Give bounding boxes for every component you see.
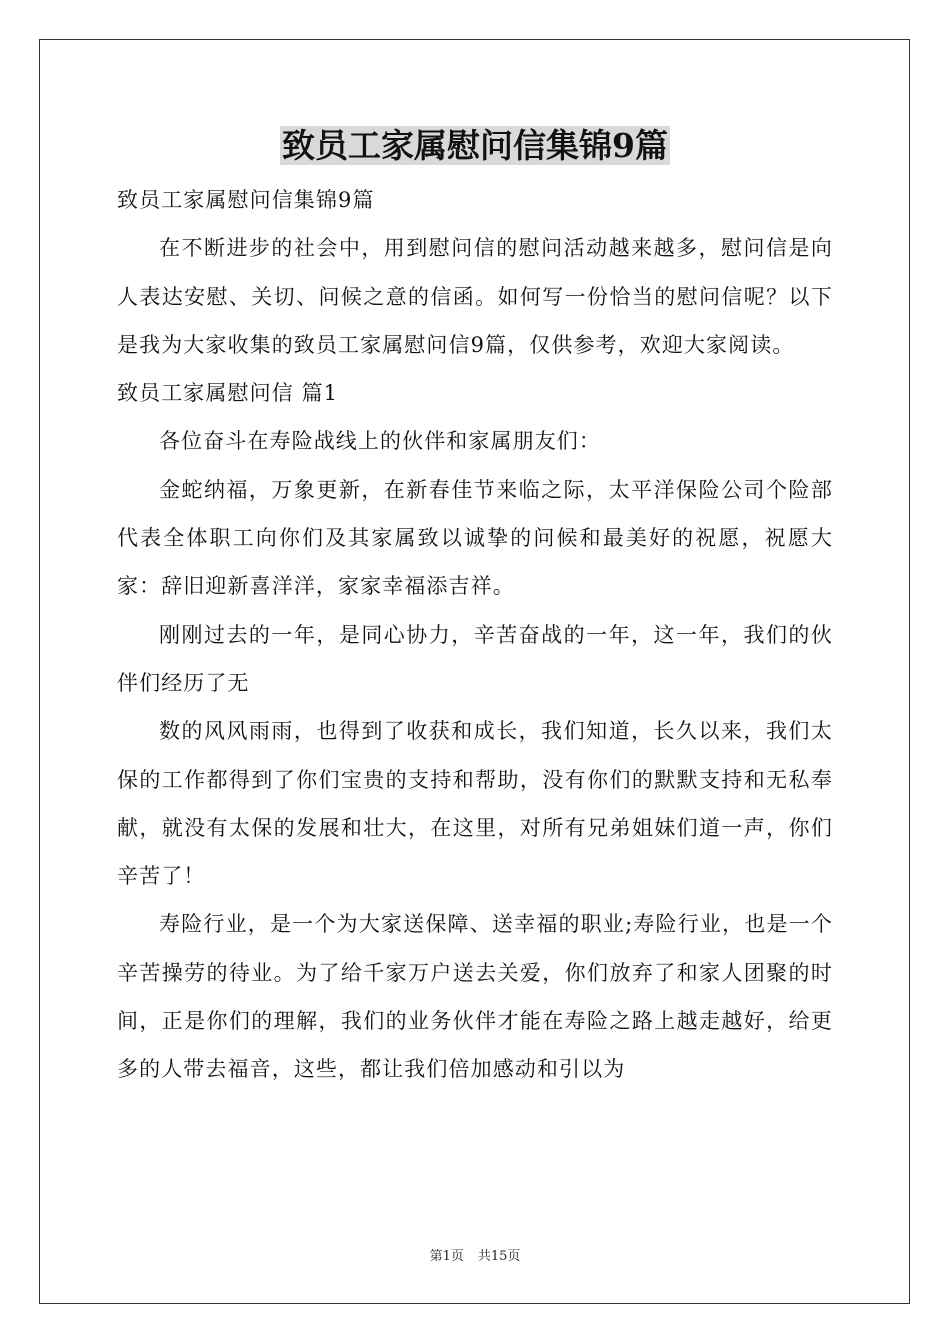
current-page-label: 第1页 xyxy=(429,1249,464,1264)
intro-paragraph: 在不断进步的社会中，用到慰问信的慰问活动越来越多，慰问信是向人表达安慰、关切、问候之意的信函。如何写一份恰当的慰问信呢？以下是我为大家收集的致员工家属慰问信9篇，仅供参考，欢迎大家阅读。 xyxy=(117,236,833,357)
document-title-text: 致员工家属慰问信集锦9篇 xyxy=(282,126,668,165)
page-footer xyxy=(0,1248,950,1266)
section-heading: 致员工家属慰问信 篇1 xyxy=(117,381,339,406)
document-body xyxy=(117,176,833,1094)
body-paragraph: 寿险行业，是一个为大家送保障、送幸福的职业;寿险行业，也是一个辛苦操劳的待业。为了给千家万户送去关爱，你们放弃了和家人团聚的时间，正是你们的理解，我们的业务伙伴才能在寿险之路上越走越好，给更多的人带去福音，这些，都让我们倍加感动和引以为 xyxy=(117,912,833,1082)
body-paragraph: 数的风风雨雨，也得到了收获和成长，我们知道，长久以来，我们太保的工作都得到了你们宝贵的支持和帮助，没有你们的默默支持和无私奉献，就没有太保的发展和壮大，在这里，对所有兄弟姐妹们道一声，你们辛苦了！ xyxy=(117,719,833,889)
body-paragraph: 刚刚过去的一年，是同心协力，辛苦奋战的一年，这一年，我们的伙伴们经历了无 xyxy=(117,622,833,695)
body-paragraph: 金蛇纳福，万象更新，在新春佳节来临之际，太平洋保险公司个险部代表全体职工向你们及其家属致以诚挚的问候和最美好的祝愿，祝愿大家：辞旧迎新喜洋洋，家家幸福添吉祥。 xyxy=(117,477,833,599)
total-pages-label: 共15页 xyxy=(477,1249,521,1264)
document-title xyxy=(0,124,950,168)
salutation: 各位奋斗在寿险战线上的伙伴和家属朋友们： xyxy=(159,429,601,454)
subtitle-line: 致员工家属慰问信集锦9篇 xyxy=(117,188,375,212)
